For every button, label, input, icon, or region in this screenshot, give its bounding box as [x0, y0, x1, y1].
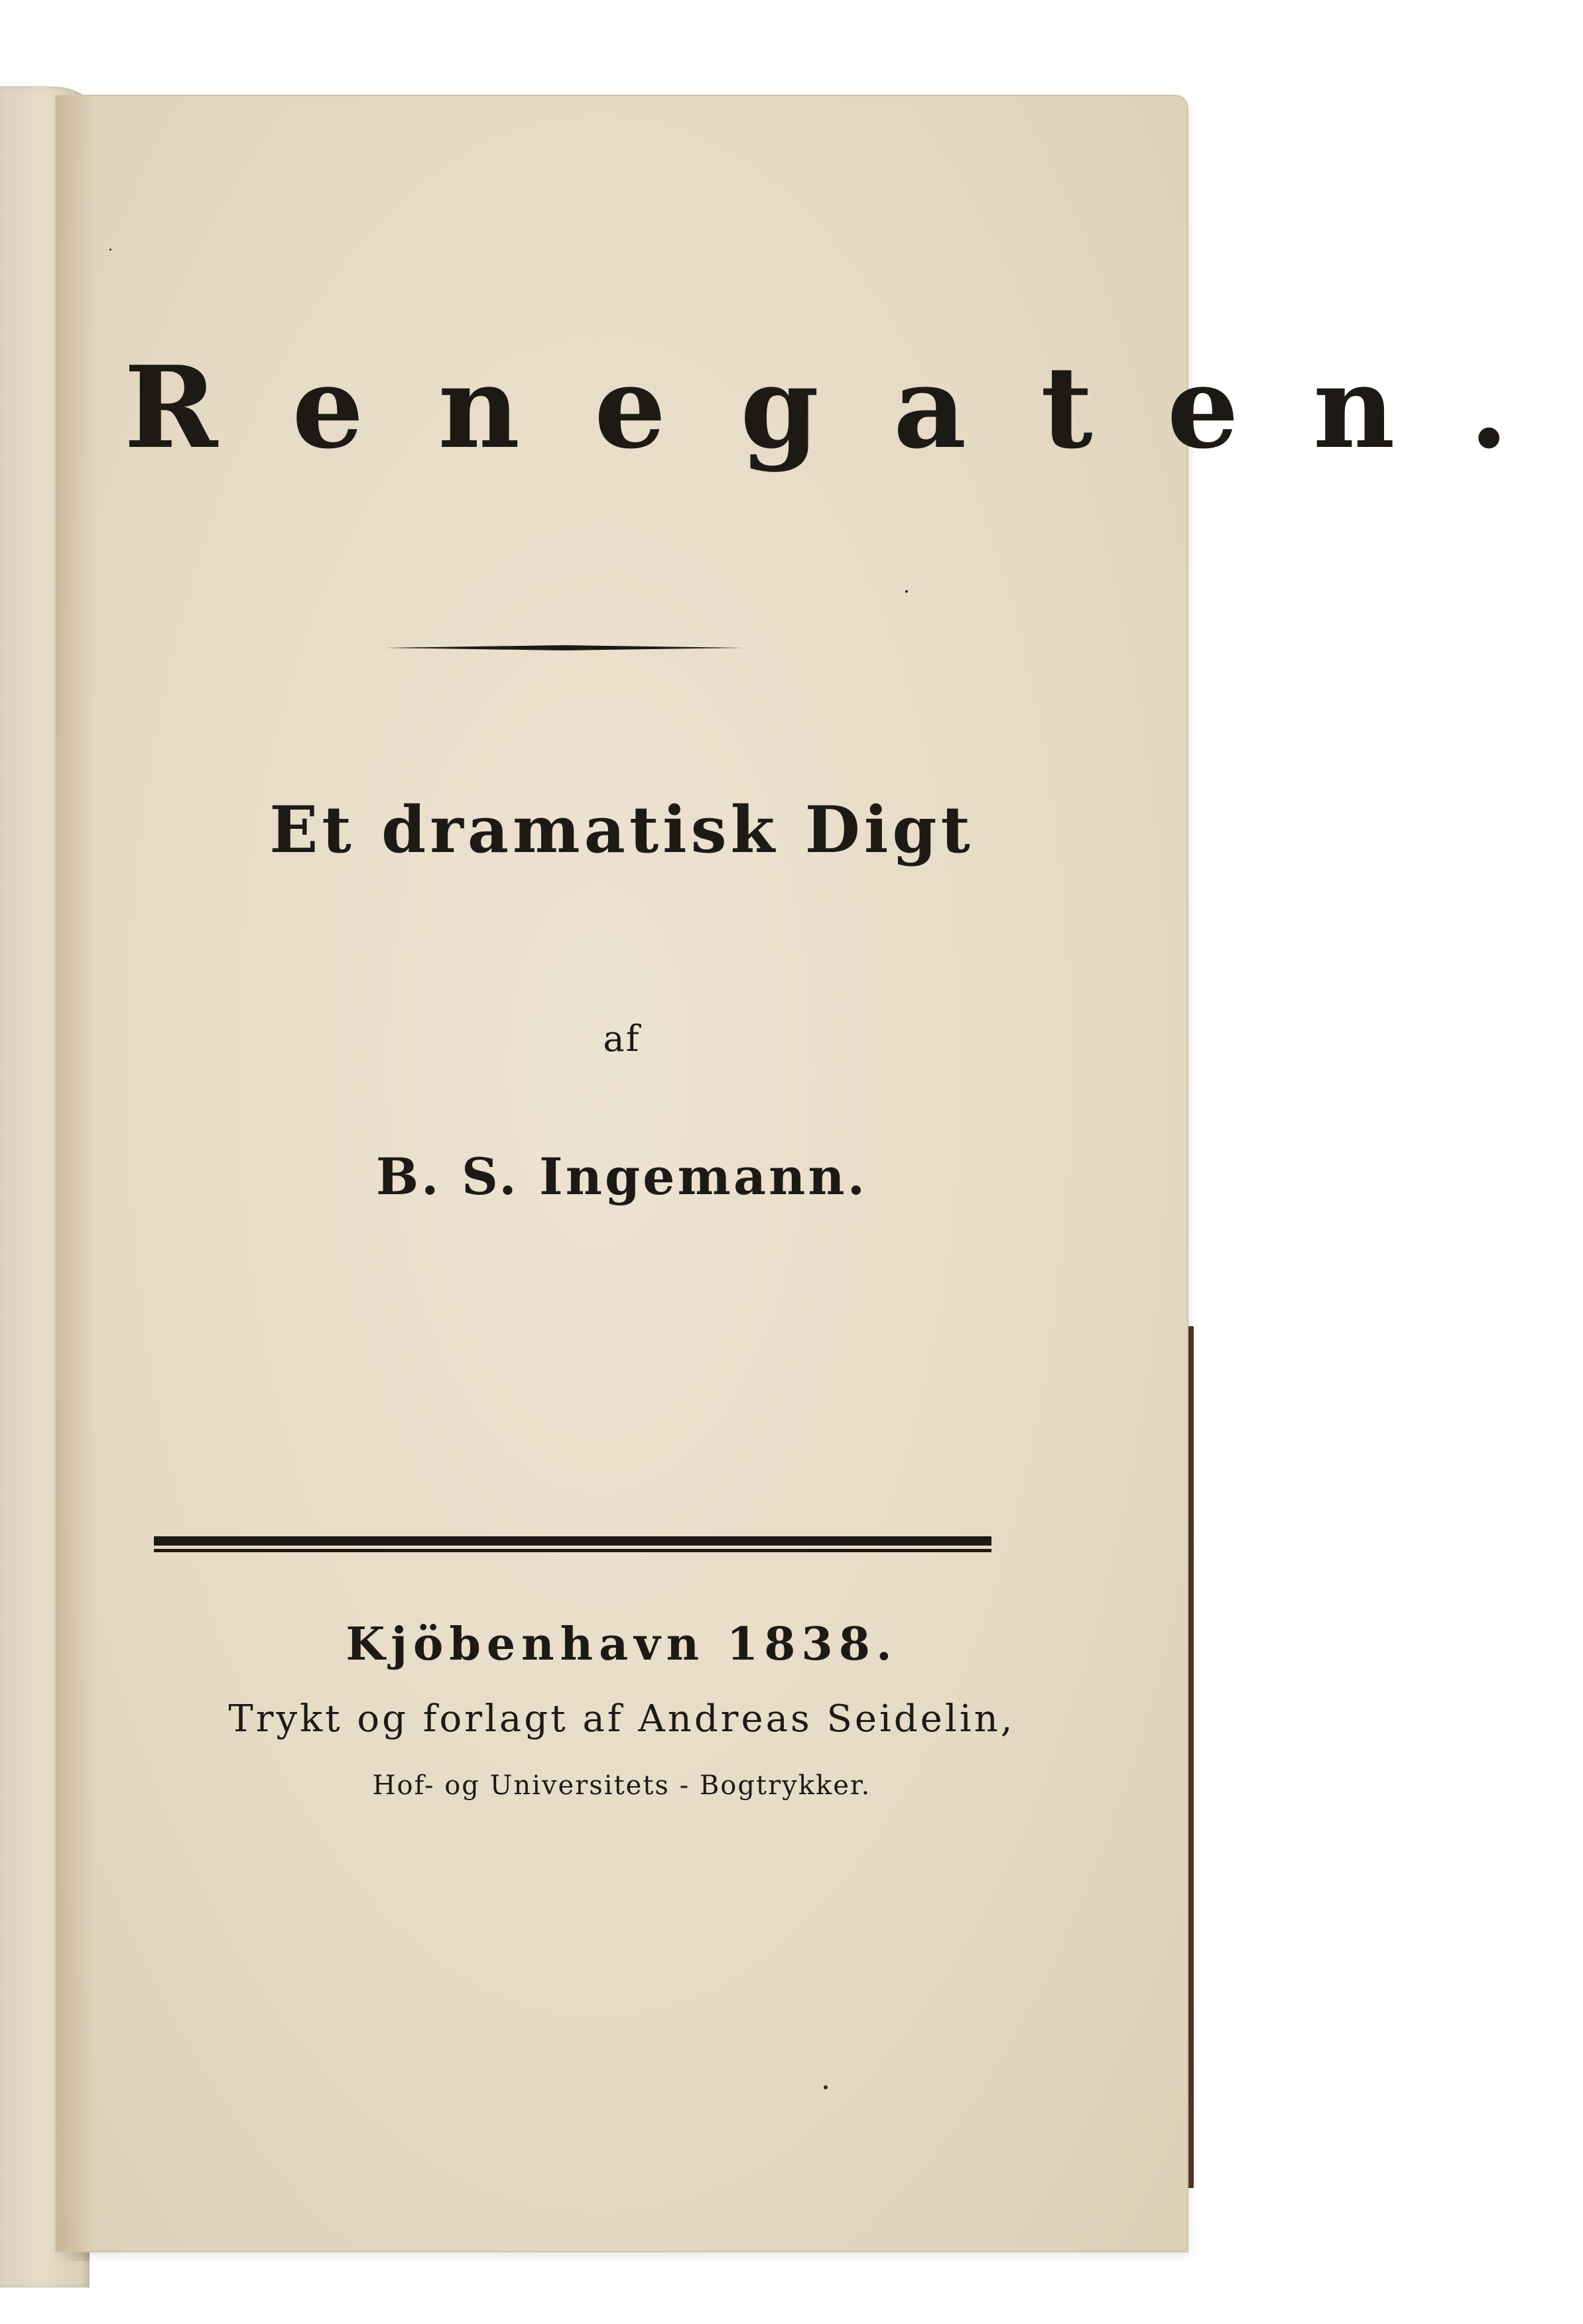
foxing-speck — [905, 590, 908, 593]
foxing-speck — [109, 249, 111, 251]
author-name: B. S. Ingemann. — [375, 1147, 868, 1206]
imprint-printer-title: Hof- og Universitets - Bogtrykker. — [372, 1770, 871, 1801]
title-page — [56, 96, 1583, 2251]
title-rule — [385, 644, 743, 651]
imprint-printer: Trykt og forlagt af Andreas Seidelin, — [228, 1697, 1015, 1741]
imprint-double-rule — [154, 1535, 991, 1554]
by-line: af — [603, 1018, 641, 1060]
book-subtitle: Et dramatisk Digt — [269, 792, 974, 867]
imprint-place-year: Kjöbenhavn 1838. — [346, 1618, 898, 1671]
book-title: Renegaten. — [124, 341, 1583, 474]
foxing-speck — [824, 2085, 828, 2089]
